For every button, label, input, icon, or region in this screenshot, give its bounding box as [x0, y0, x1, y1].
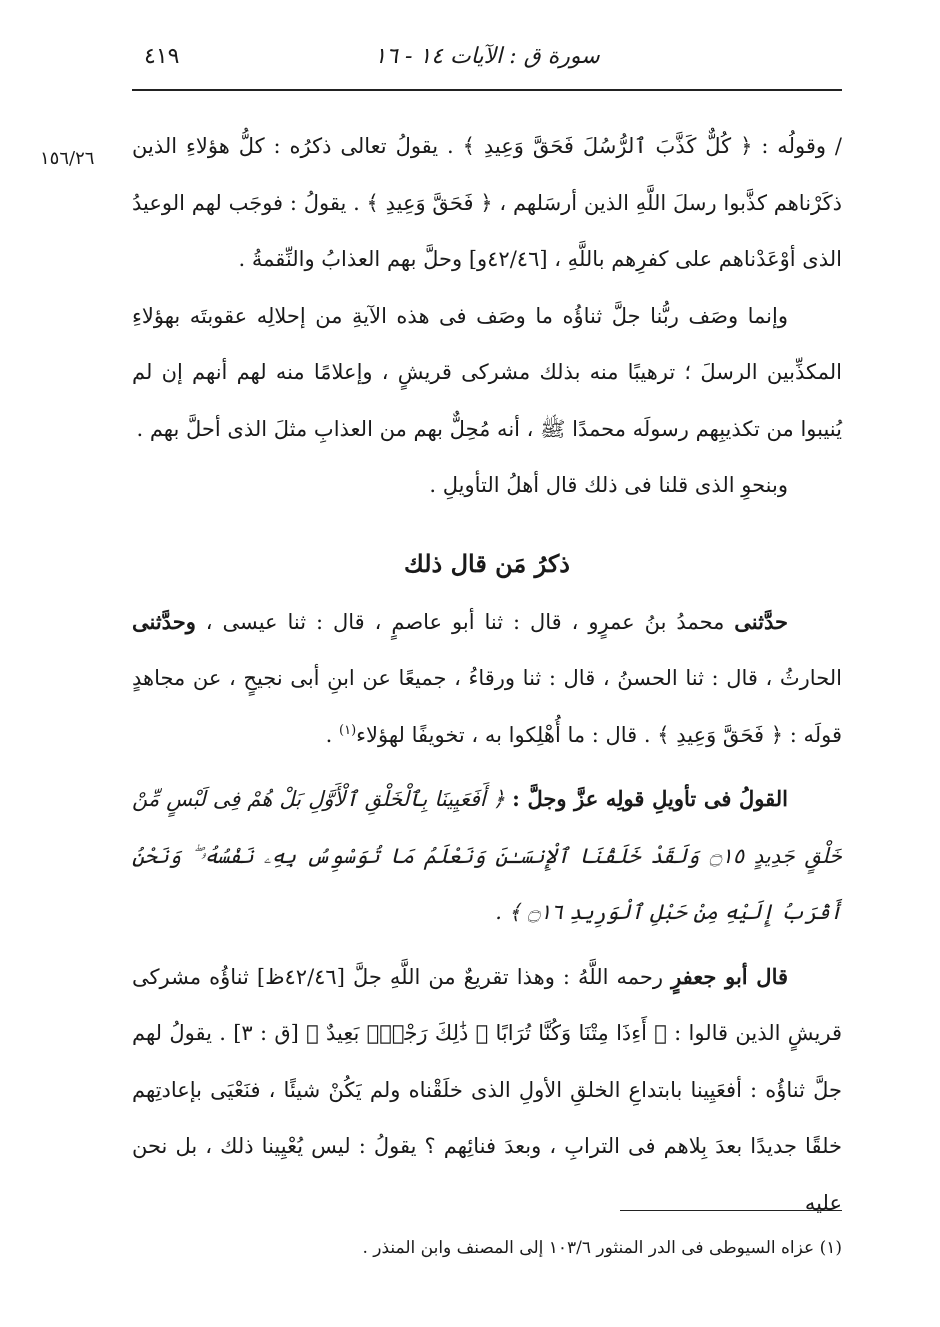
page-number: ٤١٩	[144, 44, 180, 69]
chapter-title: سورة ق : الآيات ١٤ - ١٦	[374, 44, 600, 69]
commentary-text: رحمه اللَّهُ : وهذا تقريعٌ من اللَّهِ جلَّ [٤٢/٤٦ظ] ثناؤُه مشركى قريشٍ الذين قالوا : ﴿ أَءِذَا مِتْنَا وَكُنَّا تُرَابًا ۖ ذَٰلِكَ رَجْعٌۢ بَعِيدٌ ﴾ [ق : ٣] . يقولُ لهم جلَّ ثناؤُه : أفعَيِينا بابتداعِ الخلقِ الأولِ الذى خلَقْناه ولم يَكُنْ شيئًا ، فنَعْيَى بإعادتِهم خلقًا جديدًا بعدَ بِلاهم فى الترابِ ، وبعدَ فنائِهم ؟ يقولُ : ليس يُعْيِينا ذلك ، بل نحن عليه	[132, 964, 843, 1215]
narration-text-1: محمدُ بنُ عمرٍو ، قال : ثنا أبو عاصمٍ ، قال : ثنا عيسى ،	[195, 609, 735, 634]
header-rule	[132, 89, 842, 91]
verse-intro: القولُ فى تأويلِ قولِه عزَّ وجلَّ :	[512, 786, 788, 811]
paragraph-2: وإنما وصَف ربُّنا جلَّ ثناؤُه ما وصَف فى هذه الآيةِ من إحلالِه عقوبتَه بهؤلاءِ المكذِّبين الرسلَ ؛ ترهيبًا منه بذلك مشركى قريشٍ ، وإعلامًا منه لهم أنهم إن لم يُنيبوا من تكذيبِهم رسولَه محمدًا ﷺ ، أنه مُحِلٌّ بهم من العذابِ مثلَ الذى أحلَّ بهم .	[132, 303, 842, 441]
quran-verses: ﴿ أَفَعَيِينَا بِٱلْخَلْقِ ٱلْأَوَّلِ بَلْ هُمْ فِى لَبْسٍ مِّنْ خَلْقٍ جَدِيدٍ ۝١٥ وَلَقَدْ خَلَقْنَا ٱلْإِنسَـٰنَ وَنَعْلَمُ مَا تُوَسْوِسُ بِهِۦ نَفْسُهُۥ ۖ وَنَحْنُ أَقْرَبُ إِلَيْهِ مِنْ حَبْلِ ٱلْوَرِيدِ ۝١٦ ﴾ .	[132, 787, 842, 924]
paragraph-1: / وقولُه : ﴿ كُلٌّ كَذَّبَ ٱلرُّسُلَ فَحَقَّ وَعِيدِ ﴾ . يقولُ تعالى ذكرُه : كلُّ هؤلاءِ الذين ذكَرْناهم كذَّبوا رسلَ اللَّهِ الذين أرسَلهم ، ﴿ فَحَقَّ وَعِيدِ ﴾ . يقولُ : فوجَب لهم الوعيدُ الذى أوْعَدْناهم على كفرِهم باللَّهِ ، [٤٢/٤٦و] وحلَّ بهم العذابُ والنِّقمةُ .	[132, 134, 842, 271]
narration-text-2: الحارثُ ، قال : ثنا الحسنُ ، قال : ثنا ورقاءُ ، جميعًا عن ابنِ أبى نجيحٍ ، عن مجاهدٍ قولَه : ﴿ فَحَقَّ وَعِيدِ ﴾ . قال : ما أُهْلِكوا به ، تخويفًا لهؤلاء	[132, 666, 842, 747]
section-heading: ذكرُ مَن قال ذلك	[404, 548, 570, 578]
footnote-rule	[620, 1210, 842, 1211]
paragraph-5	[132, 771, 842, 941]
main-text	[132, 118, 842, 1231]
page-header	[132, 40, 842, 88]
paragraph-3: وبنحوِ الذى قلنا فى ذلك قال أهلُ التأويلِ .	[429, 473, 788, 497]
footnote-marker: (١)	[339, 722, 357, 738]
footnote: (١) عزاه السيوطى فى الدر المنثور ١٠٣/٦ إلى المصنف وابن المنذر .	[362, 1238, 842, 1258]
paragraph-6	[132, 949, 842, 1232]
paragraph-4	[132, 594, 842, 764]
narration-end: .	[325, 722, 340, 747]
narration-start: حدَّثنى	[734, 608, 788, 634]
author-name: قال أبو جعفرٍ	[671, 963, 789, 989]
margin-reference: ١٥٦/٢٦	[40, 148, 95, 169]
narration-second: وحدَّثنى	[132, 608, 196, 634]
